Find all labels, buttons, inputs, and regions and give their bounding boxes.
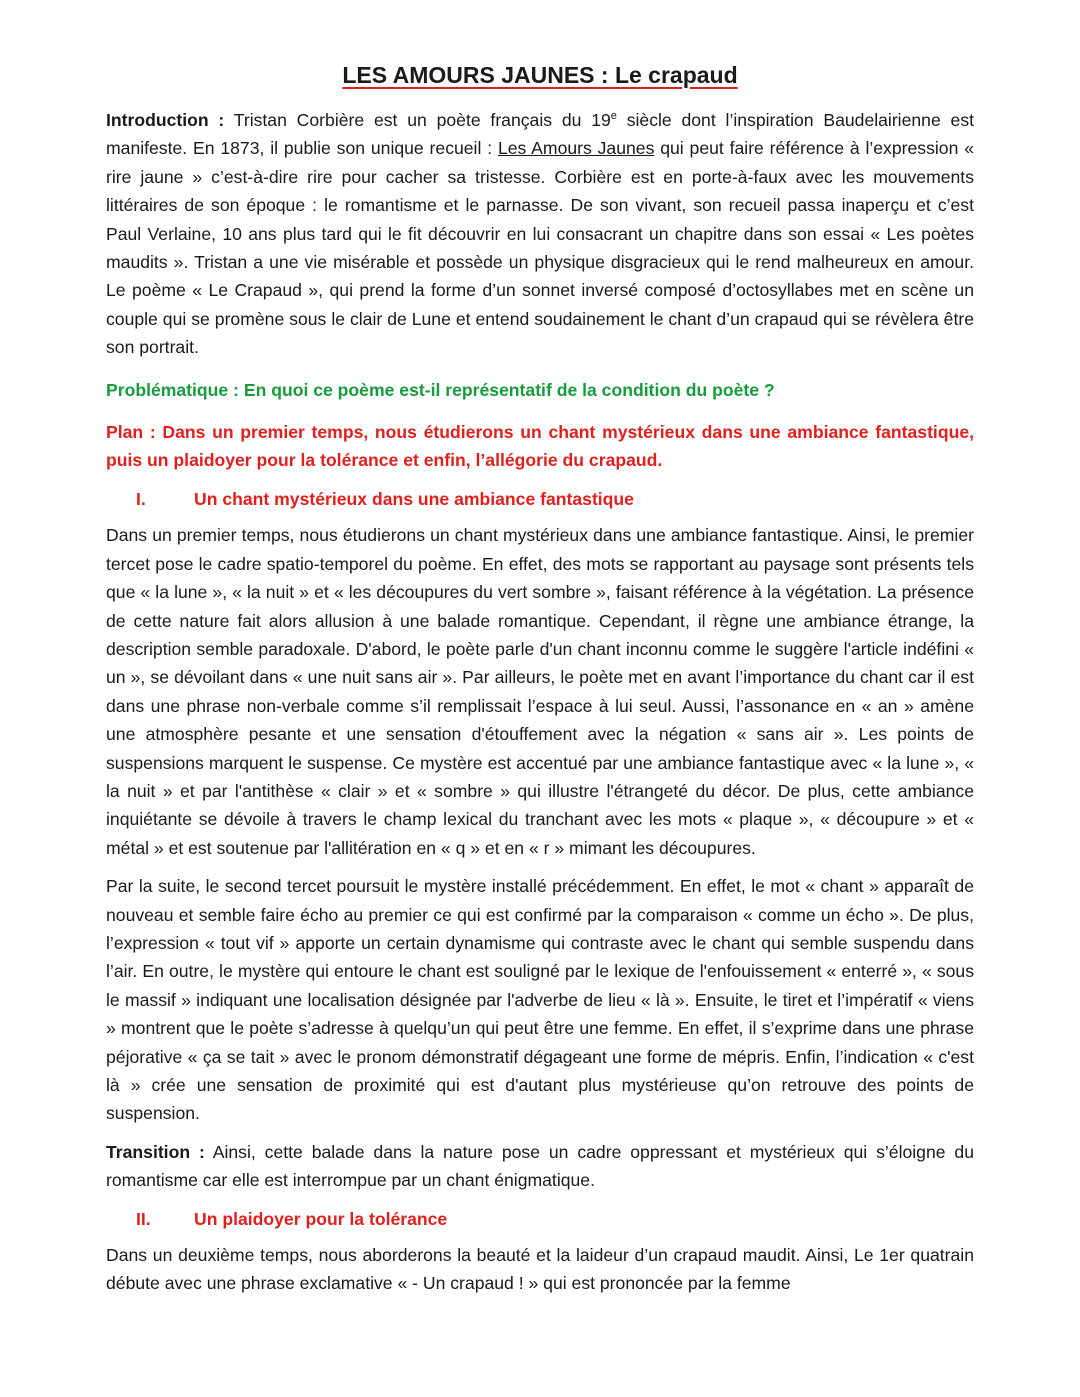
section-1-heading [106,485,974,513]
document-title: LES AMOURS JAUNES : Le crapaud [342,62,738,88]
section-2-heading [106,1205,974,1233]
transition-label: Transition : [106,1141,205,1162]
document-page [106,58,974,1298]
century-superscript: e [610,110,617,123]
section-2-title: Un plaidoyer pour la tolérance [194,1208,448,1229]
section-1-title: Un chant mystérieux dans une ambiance fantastique [194,488,634,509]
plan: Plan : Dans un premier temps, nous étudierons un chant mystérieux dans une ambiance fantastique, puis un plaidoyer pour la tolérance et enfin, l’allégorie du crapaud. [106,422,974,471]
transition-text: Ainsi, cette balade dans la nature pose un cadre oppressant et mystérieux qui s’éloigne du romantisme car elle est interrompue par un chant énigmatique. [106,1141,974,1191]
section-2-paragraph-1: Dans un deuxième temps, nous aborderons la beauté et la laideur d’un crapaud maudit. Ainsi, Le 1er quatrain débute avec une phrase exclamative « - Un crapaud ! » qui est prononcée par la femme [106,1245,974,1294]
section-1-paragraph-1: Dans un premier temps, nous étudierons un chant mystérieux dans une ambiance fantastique. Ainsi, le premier tercet pose le cadre spatio-temporel du poème. En effet, des mots se rapportant au paysage sont présents tels que « la lune », « la nuit » et « les découpures du vert sombre », faisant référence à la végétation. La présence de cette nature fait alors allusion à une balade romantique. Cependant, il règne une ambiance étrange, la description semble paradoxale. D'abord, le poète parle d'un chant inconnu comme le suggère l'article indéfini « un », se dévoilant dans « une nuit sans air ». Par ailleurs, le poète met en avant l’importance du chant car il est dans une phrase non-verbale comme s’il remplissait l’espace à lui seul. Aussi, l’assonance en « an » amène une atmosphère pesante et une sensation d'étouffement avec la négation « sans air ». Les points de suspensions marquent le suspense. Ce mystère est accentué par une ambiance fantastique avec « la lune », « la nuit » et par l'antithèse « clair » et « sombre » qui illustre l'étrangeté du décor. De plus, cette ambiance inquiétante se dévoile à travers le champ lexical du tranchant avec les mots « plaque », « découpure » et « métal » et est soutenue par l'allitération en « q » et en « r » mimant les découpures. [106,525,974,858]
problematique: Problématique : En quoi ce poème est-il représentatif de la condition du poète ? [106,379,775,400]
introduction-label: Introduction : [106,110,225,130]
book-title: Les Amours Jaunes [497,138,655,159]
section-1-paragraph-2: Par la suite, le second tercet poursuit le mystère installé précédemment. En effet, le mot « chant » apparaît de nouveau et semble faire écho au premier ce qui est confirmé par la comparaison « comme un écho ». De plus, l’expression « tout vif » apporte un certain dynamisme qui contraste avec le chant qui semble suspendu dans l’air. En outre, le mystère qui entoure le chant est souligné par le lexique de l'enfouissement « enterré », « sous le massif » indiquant une localisation désignée par l'adverbe de lieu « là ». Ensuite, le tiret et l’impératif « viens » montrent que le poète s’adresse à quelqu’un qui peut être une femme. En effet, il s’exprime dans une phrase péjorative « ça se tait » avec le pronom démonstratif dégageant une forme de mépris. Enfin, l’indication « c'est là » crée une sensation de proximité qui est d'autant plus mystérieuse qu’on retrouve des points de suspension. [106,876,974,1124]
section-2-number: II. [136,1208,151,1229]
introduction-text-b: siècle dont l’inspiration Baudelairienne est manifeste. En 1873, il publie son unique recueil : [106,110,975,159]
introduction-paragraph [106,106,974,362]
introduction-text-a: Tristan Corbière est un poète français du 19 [224,110,611,130]
introduction-text-c: qui peut faire référence à l’expression « rire jaune » c’est-à-dire rire pour cacher sa tristesse. Corbière est en porte-à-faux avec les mouvements littéraires de son époque : le romantisme et le parnasse. De son vivant, son recueil passa inaperçu et c’est Paul Verlaine, 10 ans plus tard qui le fit découvrir en lui consacrant un chapitre dans son essai « Les poètes maudits ». Tristan a une vie misérable et possède un physique disgracieux qui le rend malheureux en amour. Le poème « Le Crapaud », qui prend la forme d’un sonnet inversé composé d’octosyllabes met en scène un couple qui se promène sous le clair de Lune et entend soudainement le chant d’un crapaud qui se révèlera être son portrait. [106,138,974,358]
section-1-number: I. [136,488,146,509]
transition-paragraph [106,1138,974,1195]
